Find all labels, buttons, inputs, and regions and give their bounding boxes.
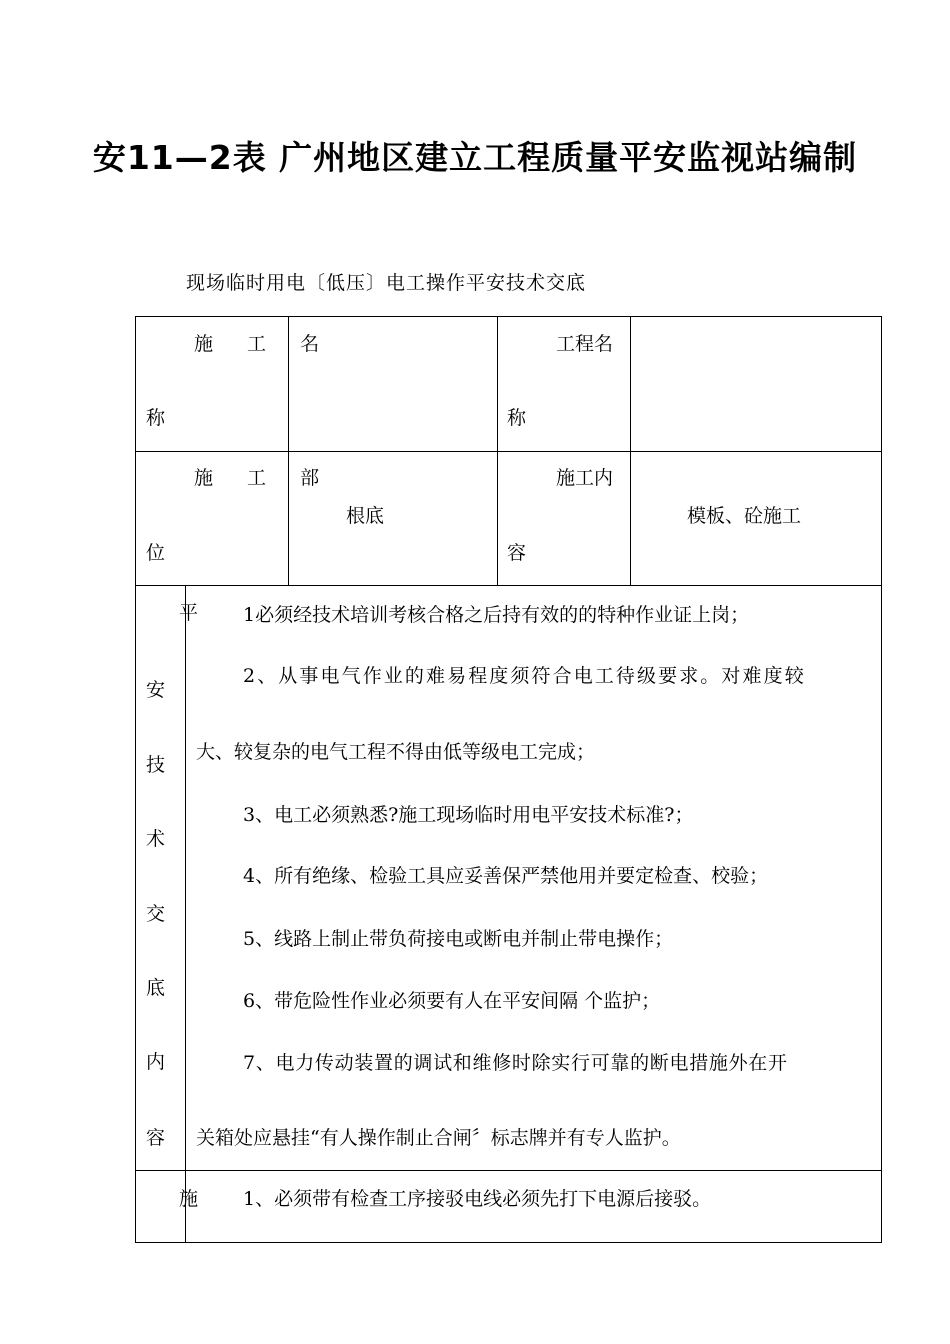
construction-name-label: 施 工 名	[194, 333, 334, 355]
document-title: 安11—2表 广州地区建立工程质量平安监视站编制	[92, 138, 858, 177]
construction-part-label: 施 工 部	[194, 467, 334, 489]
safety-item: 2、从事电气作业的难易程度须符合电工待级要求。对难度较	[243, 665, 806, 687]
safety-item: 关箱处应悬挂“有人操作制止合闸〞标志牌并有专人监护。	[196, 1127, 681, 1149]
table-border-bottom	[135, 1242, 882, 1243]
table-col-divider	[630, 316, 631, 586]
construction-name-label-tail: 称	[146, 407, 166, 429]
table-row-divider	[135, 585, 882, 586]
table-row-divider	[135, 1170, 882, 1171]
form-subtitle: 现场临时用电〔低压〕电工操作平安技术交底	[186, 272, 587, 294]
table-border-right	[881, 316, 882, 1243]
construction-content-label: 施工内	[556, 467, 614, 489]
safety-item: 5、线路上制止带负荷接电或断电并制止带电操作；	[243, 928, 674, 950]
safety-section-label-char: 底	[146, 977, 166, 999]
project-name-label-tail: 称	[507, 407, 527, 429]
safety-item: 7、电力传动装置的调试和维修时除实行可靠的断电措施外在开	[243, 1052, 788, 1074]
table-border-left	[135, 316, 136, 1243]
project-name-label: 工程名	[556, 333, 614, 355]
table-col-divider	[185, 585, 186, 1243]
safety-section-label-char: 交	[146, 903, 166, 925]
table-col-divider	[497, 316, 498, 586]
safety-section-label-char: 容	[146, 1127, 166, 1149]
construction-item: 1、必须带有检查工序接驳电线必须先打下电源后接驳。	[243, 1188, 712, 1210]
construction-content-label-tail: 容	[507, 542, 527, 564]
construction-content-value: 模板、砼施工	[687, 505, 802, 527]
safety-section-label-char: 技	[146, 754, 166, 776]
construction-section-label-first: 施	[179, 1188, 199, 1210]
safety-section-label-char: 内	[146, 1051, 166, 1073]
safety-section-label-char: 安	[146, 679, 166, 701]
table-col-divider	[288, 316, 289, 586]
table-border-top	[135, 316, 882, 317]
construction-part-label-tail: 位	[146, 542, 166, 564]
construction-part-value: 根底	[346, 505, 385, 527]
safety-item: 4、所有绝缘、检验工具应妥善保严禁他用并要定检查、校验；	[243, 865, 769, 887]
safety-item: 1必须经技术培训考核合格之后持有效的的特种作业证上岗；	[243, 604, 750, 626]
safety-section-label-char: 术	[146, 828, 166, 850]
table-row-divider	[135, 451, 882, 452]
safety-item: 大、较复杂的电气工程不得由低等级电工完成；	[196, 741, 596, 763]
safety-section-label-first: 平	[179, 602, 199, 624]
safety-item: 6、带危险性作业必须要有人在平安间隔 个监护；	[243, 990, 661, 1012]
safety-item: 3、电工必须熟悉?施工现场临时用电平安技术标准?；	[243, 804, 694, 826]
